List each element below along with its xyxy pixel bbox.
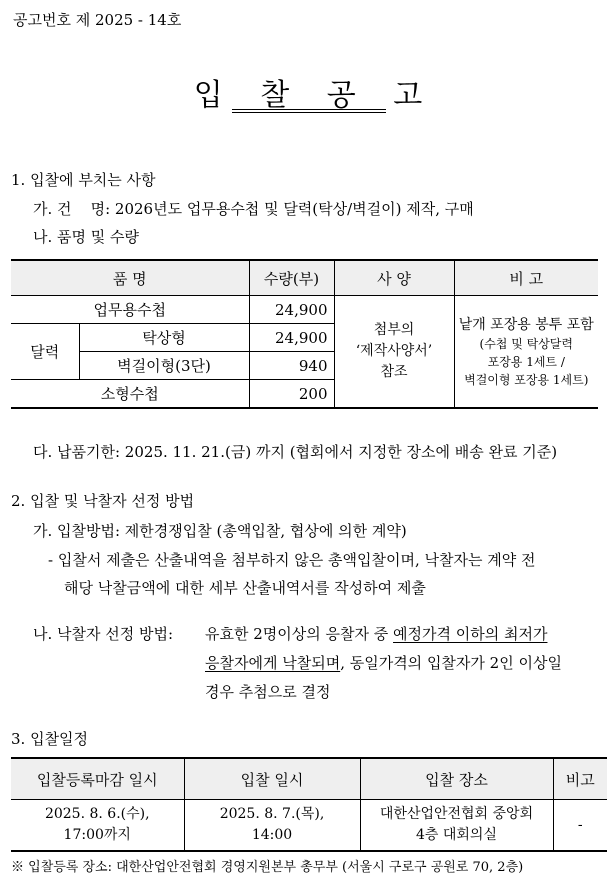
section2-item-na-line: 경우 추첨으로 결정	[205, 683, 331, 701]
calendar-group-label: 달력	[11, 324, 79, 380]
page-title: 입 찰 공 고	[193, 78, 437, 113]
deadline-line: 2025. 8. 6.(수),	[44, 806, 150, 822]
product-name: 벽걸이형(3단)	[79, 352, 249, 380]
selection-text-underlined: 응찰자에게 낙찰되며	[205, 654, 341, 672]
note-sub-line: 벽걸이형 포장용 1세트)	[464, 372, 589, 387]
registration-footnote: ※ 입찰등록 장소: 대한산업안전협회 경영지원본부 총무부 (서울시 구로구 공원로 70, 2층)	[11, 860, 524, 875]
header-remark: 비고	[553, 758, 607, 800]
note-sub-line: (수첩 및 탁상달력	[479, 336, 573, 351]
table-header-row	[11, 260, 598, 296]
section2-item-na-label: 나. 낙찰자 선정 방법:	[33, 625, 174, 643]
item-ga-label: 가. 건 명:	[33, 200, 111, 218]
spec-cell	[334, 296, 454, 409]
bid-schedule-table	[11, 757, 607, 852]
section1-item-na: 나. 품명 및 수량	[33, 228, 140, 246]
item-ga-value: 2026년도 업무용수첩 및 달력(탁상/벽걸이) 제작, 구매	[114, 200, 474, 218]
product-qty: 200	[249, 380, 334, 409]
title-underline	[232, 112, 386, 113]
product-name: 소형수첩	[11, 380, 249, 409]
deadline-line: 17:00까지	[63, 827, 131, 843]
selection-text: 유효한 2명이상의 응찰자 중	[205, 625, 389, 643]
section3-heading: 3. 입찰일정	[11, 730, 89, 748]
header-quantity: 수량(부)	[249, 260, 334, 296]
selection-text: , 동일가격의 입찰자가 2인 이상일	[340, 654, 562, 672]
spec-line: ‘제작사양서’	[355, 343, 433, 359]
section1-heading: 1. 입찰에 부치는 사항	[11, 171, 156, 189]
table-row	[11, 296, 598, 324]
note-main: 낱개 포장용 봉투 포함	[458, 316, 594, 333]
header-product-name: 품 명	[11, 260, 249, 296]
bid-datetime-cell	[184, 800, 360, 852]
header-spec: 사 양	[334, 260, 454, 296]
section2-item-na-line	[205, 623, 547, 644]
section2-item-na-line	[205, 652, 562, 673]
note-sub-line: 포장용 1세트 /	[487, 354, 565, 369]
section2-heading: 2. 입찰 및 낙찰자 선정 방법	[11, 492, 195, 510]
section2-bullet-line: - 입찰서 제출은 산출내역을 첨부하지 않은 총액입찰이며, 낙찰자는 계약 전	[48, 551, 536, 569]
bid-place-line: 4층 대회의실	[416, 827, 497, 843]
product-quantity-table	[11, 259, 598, 409]
spec-line: 첨부의	[373, 322, 415, 338]
bid-place-cell	[360, 800, 553, 852]
product-qty: 940	[249, 352, 334, 380]
title-underline	[232, 109, 386, 110]
header-deadline: 입찰등록마감 일시	[11, 758, 184, 800]
product-qty: 24,900	[249, 324, 334, 352]
product-qty: 24,900	[249, 296, 334, 324]
bid-datetime-line: 2025. 8. 7.(목),	[219, 806, 325, 822]
spec-line: 참조	[380, 364, 408, 380]
notice-number: 공고번호 제 2025 - 14호	[13, 11, 182, 29]
header-bid-datetime: 입찰 일시	[184, 758, 360, 800]
table-header-row	[11, 758, 607, 800]
note-cell	[454, 296, 598, 409]
table-row	[11, 800, 607, 852]
remark-cell: -	[553, 800, 607, 852]
bid-datetime-line: 14:00	[251, 827, 293, 843]
header-note: 비 고	[454, 260, 598, 296]
section1-item-da: 다. 납품기한: 2025. 11. 21.(금) 까지 (협회에서 지정한 장소에 배송 완료 기준)	[33, 443, 558, 461]
product-name: 탁상형	[79, 324, 249, 352]
product-name: 업무용수첩	[11, 296, 249, 324]
deadline-cell	[11, 800, 184, 852]
section1-item-ga	[33, 198, 474, 219]
selection-text-underlined: 예정가격 이하의 최저가	[393, 625, 548, 643]
section2-item-ga: 가. 입찰방법: 제한경쟁입찰 (총액입찰, 협상에 의한 계약)	[33, 522, 407, 540]
section2-bullet-line: 해당 낙찰금액에 대한 세부 산출내역서를 작성하여 제출	[64, 579, 426, 597]
header-bid-place: 입찰 장소	[360, 758, 553, 800]
bid-place-line: 대한산업안전협회 중앙회	[379, 806, 534, 822]
